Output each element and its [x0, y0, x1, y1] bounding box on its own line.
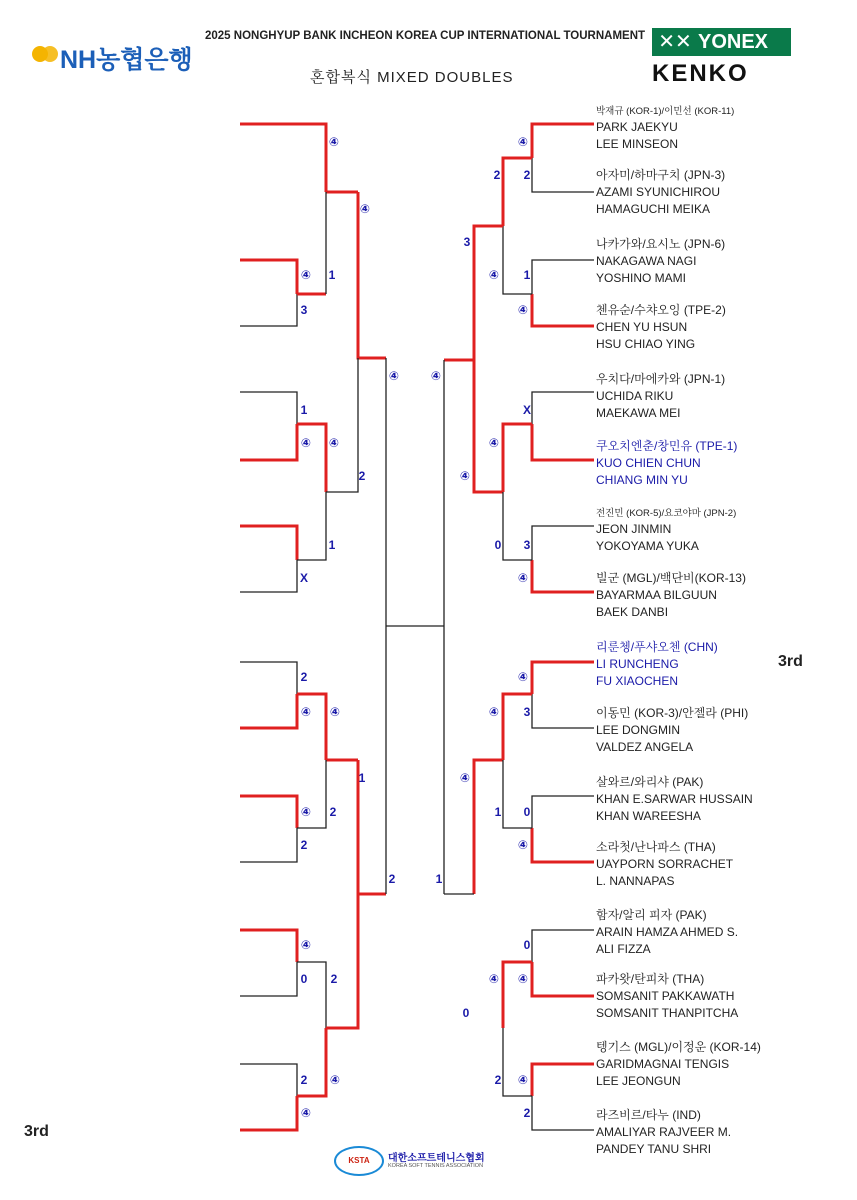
bracket-line: [532, 294, 594, 326]
player-2-name: MAEKAWA MEI: [596, 406, 681, 420]
match-score: 0: [300, 972, 308, 986]
bracket-line: [532, 1096, 594, 1130]
player-2-name: HSU CHIAO YING: [596, 337, 696, 351]
match-score: ④: [517, 135, 529, 149]
team-header: 나카가와/요시노 (JPN-6): [596, 237, 726, 251]
bracket-line: [532, 1064, 594, 1096]
match-score: ④: [359, 202, 371, 216]
player-1-name: KUO CHIEN CHUN: [596, 456, 701, 470]
footer-org-kr: 대한소프트테니스협회: [388, 1153, 485, 1164]
third-place-right: 3rd: [778, 653, 803, 670]
bracket-line: [240, 662, 297, 694]
bracket-line: [240, 694, 297, 728]
match-score: ④: [517, 1073, 529, 1087]
match-score: X: [299, 571, 309, 585]
yonex-symbol-icon: ✕✕: [658, 31, 692, 53]
player-2-name: CHIANG MIN YU: [596, 473, 688, 487]
match-score: 0: [523, 805, 531, 819]
bracket-line: [240, 526, 297, 560]
bracket-line: [532, 828, 594, 862]
bracket-line: [532, 392, 594, 424]
team-header: 빌군 (MGL)/백단비(KOR-13): [596, 571, 746, 585]
match-score: ④: [329, 705, 341, 719]
match-score: ④: [300, 705, 312, 719]
team-header: 텡기스 (MGL)/이정운 (KOR-14): [596, 1040, 761, 1054]
bracket-line: [532, 796, 594, 828]
bracket-line: [240, 424, 297, 460]
match-score: 2: [300, 1073, 308, 1087]
nh-bank-name: NH농협은행: [60, 46, 193, 74]
bracket-line: [503, 694, 532, 760]
player-2-name: LEE MINSEON: [596, 137, 679, 151]
match-score: ④: [488, 268, 500, 282]
match-score: 1: [328, 268, 336, 282]
player-1-name: UAYPORN SORRACHET: [596, 857, 734, 871]
match-score: 2: [494, 1073, 502, 1087]
bracket-line: [474, 360, 503, 492]
bracket-line: [297, 492, 326, 560]
team-header: 쿠오치엔춘/창민유 (TPE-1): [596, 439, 738, 453]
match-score: ④: [329, 1073, 341, 1087]
match-score: 2: [330, 972, 338, 986]
match-score: 3: [523, 705, 531, 719]
player-2-name: VALDEZ ANGELA: [596, 740, 694, 754]
match-score: ④: [459, 771, 471, 785]
team-header: 소라첫/난나파스 (THA): [596, 840, 716, 854]
player-2-name: YOKOYAMA YUKA: [596, 539, 699, 553]
player-1-name: AZAMI SYUNICHIROU: [596, 185, 721, 199]
match-score: ④: [300, 1106, 312, 1120]
match-score: ④: [300, 268, 312, 282]
match-score: 0: [462, 1006, 470, 1020]
match-score: 1: [358, 771, 366, 785]
player-1-name: BAYARMAA BILGUUN: [596, 588, 717, 602]
player-2-name: L. NANNAPAS: [596, 874, 675, 888]
match-score: ④: [300, 436, 312, 450]
bracket-line: [532, 930, 594, 962]
bracket-line: [532, 124, 594, 158]
bracket-line: [240, 1096, 297, 1130]
bracket-line: [532, 260, 594, 294]
kenko-logo: KENKO: [652, 60, 749, 87]
player-2-name: BAEK DANBI: [596, 605, 669, 619]
player-1-name: NAKAGAWA NAGI: [596, 254, 697, 268]
player-1-name: AMALIYAR RAJVEER M.: [596, 1125, 732, 1139]
team-header: 라즈비르/타누 (IND): [596, 1108, 701, 1122]
match-score: ④: [430, 369, 442, 383]
bracket-line: [240, 796, 297, 828]
player-2-name: ALI FIZZA: [596, 942, 651, 956]
yonex-logo: ✕✕ YONEX: [652, 28, 791, 56]
match-score: ④: [459, 469, 471, 483]
match-score: ④: [388, 369, 400, 383]
player-1-name: LEE DONGMIN: [596, 723, 681, 737]
player-2-name: SOMSANIT THANPITCHA: [596, 1006, 739, 1020]
bracket-line: [532, 526, 594, 560]
bracket-line: [240, 930, 297, 962]
bracket-line: [240, 828, 297, 862]
bracket-line: [240, 962, 297, 996]
player-1-name: ARAIN HAMZA AHMED S.: [596, 925, 739, 939]
event-title: 혼합복식 MIXED DOUBLES: [310, 69, 514, 86]
team-header: 파카왓/탄피차 (THA): [596, 972, 705, 986]
bracket-line: [358, 192, 386, 358]
bracket-line: [240, 294, 297, 326]
player-2-name: FU XIAOCHEN: [596, 674, 679, 688]
bracket-line: [532, 662, 594, 694]
team-header: 우치다/마에카와 (JPN-1): [596, 372, 726, 386]
bracket-line: [532, 694, 594, 728]
player-1-name: KHAN E.SARWAR HUSSAIN: [596, 792, 753, 806]
match-score: 2: [300, 838, 308, 852]
bracket-line: [474, 226, 503, 360]
bracket-line: [240, 124, 326, 192]
match-score: 1: [435, 872, 443, 886]
match-score: ④: [517, 838, 529, 852]
match-score: ④: [488, 705, 500, 719]
match-score: ④: [488, 972, 500, 986]
bracket-line: [240, 260, 297, 294]
bracket-line: [240, 560, 297, 592]
bracket-line: [503, 226, 532, 294]
bracket-line: [532, 158, 594, 192]
match-score: 1: [494, 805, 502, 819]
player-1-name: JEON JINMIN: [596, 522, 672, 536]
ksta-logo-icon: KSTA: [334, 1146, 384, 1176]
tournament-title: 2025 NONGHYUP BANK INCHEON KOREA CUP INTERNATIONAL TOURNAMENT: [205, 30, 646, 42]
match-score: 2: [388, 872, 396, 886]
player-1-name: UCHIDA RIKU: [596, 389, 674, 403]
bracket-line: [503, 424, 532, 492]
player-2-name: KHAN WAREESHA: [596, 809, 701, 823]
team-header: 함자/알리 피자 (PAK): [596, 908, 707, 922]
match-score: ④: [328, 135, 340, 149]
match-score: 2: [358, 469, 366, 483]
match-score: ④: [517, 571, 529, 585]
bracket-line: [297, 424, 326, 492]
match-score: 2: [329, 805, 337, 819]
match-score: 2: [300, 670, 308, 684]
bracket-line: [532, 424, 594, 460]
team-header: 아자미/하마구치 (JPN-3): [596, 168, 726, 182]
bracket-line: [532, 962, 594, 996]
match-score: 3: [463, 235, 471, 249]
match-score: 0: [494, 538, 502, 552]
player-2-name: HAMAGUCHI MEIKA: [596, 202, 711, 216]
match-score: ④: [517, 303, 529, 317]
match-score: 2: [523, 1106, 531, 1120]
player-1-name: SOMSANIT PAKKAWATH: [596, 989, 735, 1003]
match-score: 3: [523, 538, 531, 552]
footer-org-en: KOREA SOFT TENNIS ASSOCIATION: [388, 1163, 484, 1169]
bracket-line: [297, 694, 326, 760]
match-score: ④: [517, 670, 529, 684]
match-score: 1: [328, 538, 336, 552]
bracket-line: [240, 1064, 297, 1096]
bracket-line: [240, 392, 297, 424]
match-score: 0: [523, 938, 531, 952]
team-header: 전진민 (KOR-5)/요코야마 (JPN-2): [596, 508, 737, 519]
bracket-line: [532, 560, 594, 592]
bracket-line: [326, 894, 358, 1028]
player-1-name: LI RUNCHENG: [596, 657, 679, 671]
match-score: ④: [488, 436, 500, 450]
match-score: 2: [493, 168, 501, 182]
bracket-line: [326, 358, 358, 492]
team-header: 이동민 (KOR-3)/안젤라 (PHI): [596, 706, 749, 720]
third-place-left: 3rd: [24, 1123, 49, 1140]
match-score: 3: [300, 303, 308, 317]
match-score: 2: [523, 168, 531, 182]
team-header: 첸유순/수챠오잉 (TPE-2): [596, 303, 726, 317]
player-1-name: PARK JAEKYU: [596, 120, 678, 134]
match-score: 1: [300, 403, 308, 417]
team-header: 박재규 (KOR-1)/이민선 (KOR-11): [596, 106, 735, 117]
player-2-name: YOSHINO MAMI: [596, 271, 687, 285]
match-score: ④: [328, 436, 340, 450]
match-score: ④: [300, 938, 312, 952]
match-score: X: [522, 403, 532, 417]
player-1-name: CHEN YU HSUN: [596, 320, 688, 334]
bracket-line: [474, 760, 503, 894]
match-score: 1: [523, 268, 531, 282]
player-2-name: PANDEY TANU SHRI: [596, 1142, 712, 1156]
player-1-name: GARIDMAGNAI TENGIS: [596, 1057, 730, 1071]
team-header: 리룬쳉/푸샤오첸 (CHN): [596, 640, 718, 654]
match-score: ④: [300, 805, 312, 819]
team-header: 살와르/와리샤 (PAK): [596, 775, 704, 789]
player-2-name: LEE JEONGUN: [596, 1074, 681, 1088]
match-score: ④: [517, 972, 529, 986]
